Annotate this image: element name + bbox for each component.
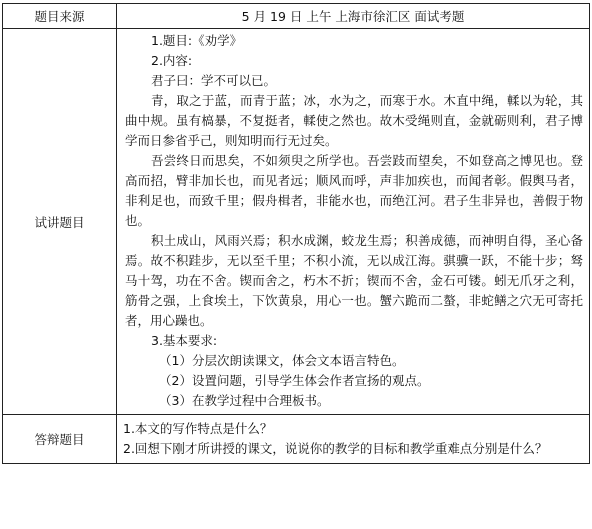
lecture-row xyxy=(3,29,590,415)
defense-question-1: 1.本文的写作特点是什么？ xyxy=(123,421,273,436)
content-paragraph-1: 青，取之于蓝，而青于蓝；冰，水为之，而寒于水。木直中绳，輮以为轮，其曲中规。虽有槁暴，不复挺者，輮使之然也。故木受绳则直，金就砺则利，君子博学而日参省乎己，则知明而行无过矣。 xyxy=(125,93,583,148)
content-intro: 君子曰：学不可以已。 xyxy=(151,73,277,88)
defense-content xyxy=(117,415,590,464)
lecture-label: 试讲题目 xyxy=(3,29,117,415)
requirements-label: 3.基本要求: xyxy=(151,333,218,348)
exam-table xyxy=(2,3,590,464)
source-row xyxy=(3,4,590,29)
defense-question-2: 2.回想下刚才所讲授的课文，说说你的教学的目标和教学重难点分别是什么？ xyxy=(123,441,548,456)
requirement-item-3: （3）在教学过程中合理板书。 xyxy=(159,393,330,408)
requirement-item-2: （2）设置问题，引导学生体会作者宣扬的观点。 xyxy=(159,373,430,388)
requirement-item-1: （1）分层次朗读课文，体会文本语言特色。 xyxy=(159,353,405,368)
content-paragraph-3: 积土成山，风雨兴焉；积水成渊，蛟龙生焉；积善成德，而神明自得，圣心备焉。故不积跬步，无以至千里；不积小流，无以成江海。骐骥一跃，不能十步；驽马十驾，功在不舍。锲而舍之，朽木不折；锲而不舍，金石可镂。蚓无爪牙之利，筋骨之强，上食埃土，下饮黄泉，用心一也。蟹六跪而二螯，非蛇鳝之穴无可寄托者，用心躁也。 xyxy=(125,233,583,328)
source-value: 5 月 19 日 上午 上海市徐汇区 面试考题 xyxy=(117,4,590,29)
lecture-title-line: 1.题目:《劝学》 xyxy=(151,33,243,48)
defense-label: 答辩题目 xyxy=(3,415,117,464)
lecture-content xyxy=(117,29,590,415)
defense-row xyxy=(3,415,590,464)
source-label: 题目来源 xyxy=(3,4,117,29)
content-paragraph-2: 吾尝终日而思矣，不如须臾之所学也。吾尝跂而望矣，不如登高之博见也。登高而招，臂非加长也，而见者远；顺风而呼，声非加疾也，而闻者彰。假舆马者，非利足也，而致千里；假舟楫者，非能水也，而绝江河。君子生非异也，善假于物也。 xyxy=(125,153,583,228)
content-label: 2.内容: xyxy=(151,53,193,68)
